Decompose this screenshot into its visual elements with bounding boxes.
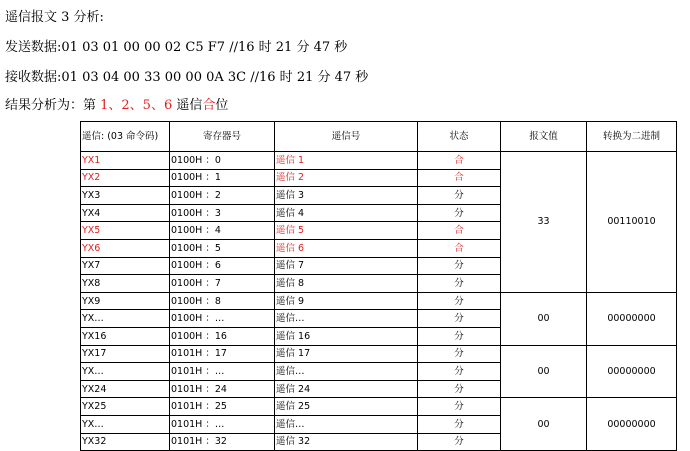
cell-register: 0100H ：5 <box>170 239 275 257</box>
cell-yx: YX25 <box>81 398 170 416</box>
table-row <box>81 152 677 170</box>
cell-register: 0100H ：3 <box>170 204 275 222</box>
cell-signal-name: 遥信 17 <box>275 345 418 363</box>
receive-data-value: 01 03 04 00 33 00 00 0A 3C //16 时 21 分 47 秒 <box>61 70 369 85</box>
cell-signal-name: 遥信 7 <box>275 257 418 275</box>
header-signal: 遥信号 <box>275 122 418 152</box>
receive-data-label: 接收数据: <box>5 70 62 85</box>
cell-yx: YX… <box>81 310 170 328</box>
cell-yx: YX4 <box>81 204 170 222</box>
cell-register: 0101H ：… <box>170 415 275 433</box>
header-yx: 遥信: (03 命令码) <box>81 122 170 152</box>
cell-register: 0100H ：16 <box>170 327 275 345</box>
cell-state: 分 <box>418 204 501 222</box>
result-suffix-a: 遥信 <box>172 98 203 113</box>
cell-register: 0100H ：2 <box>170 187 275 205</box>
cell-state: 合 <box>418 152 501 170</box>
cell-state: 分 <box>418 310 501 328</box>
cell-binary: 00110010 <box>587 152 677 293</box>
cell-register: 0101H ：17 <box>170 345 275 363</box>
cell-yx: YX3 <box>81 187 170 205</box>
cell-signal-name: 遥信 6 <box>275 239 418 257</box>
cell-state: 分 <box>418 292 501 310</box>
cell-yx: YX6 <box>81 239 170 257</box>
cell-register: 0100H ：6 <box>170 257 275 275</box>
result-prefix: 结果分析为：第 <box>5 98 101 113</box>
cell-yx: YX7 <box>81 257 170 275</box>
cell-register: 0100H ：1 <box>170 169 275 187</box>
cell-yx: YX2 <box>81 169 170 187</box>
cell-yx: YX16 <box>81 327 170 345</box>
result-suffix-c: 位 <box>215 98 229 113</box>
cell-binary: 00000000 <box>587 345 677 398</box>
cell-state: 分 <box>418 433 501 451</box>
cell-message-value: 00 <box>501 292 587 345</box>
result-line <box>5 98 228 114</box>
cell-state: 分 <box>418 398 501 416</box>
cell-register: 0100H ：8 <box>170 292 275 310</box>
cell-signal-name: 遥信… <box>275 363 418 381</box>
cell-state: 合 <box>418 222 501 240</box>
cell-signal-name: 遥信 4 <box>275 204 418 222</box>
cell-state: 分 <box>418 327 501 345</box>
cell-register: 0100H ：0 <box>170 152 275 170</box>
cell-message-value: 00 <box>501 398 587 451</box>
cell-register: 0100H ：4 <box>170 222 275 240</box>
cell-yx: YX32 <box>81 433 170 451</box>
cell-message-value: 00 <box>501 345 587 398</box>
cell-register: 0101H ：32 <box>170 433 275 451</box>
table-row <box>81 398 677 416</box>
cell-state: 分 <box>418 363 501 381</box>
cell-yx: YX1 <box>81 152 170 170</box>
result-suffix-b: 合 <box>202 98 216 113</box>
header-message-value: 报文值 <box>501 122 587 152</box>
cell-signal-name: 遥信 25 <box>275 398 418 416</box>
cell-signal-name: 遥信 16 <box>275 327 418 345</box>
cell-state: 合 <box>418 239 501 257</box>
header-state: 状态 <box>418 122 501 152</box>
cell-register: 0101H ：24 <box>170 380 275 398</box>
cell-state: 分 <box>418 415 501 433</box>
table-row <box>81 345 677 363</box>
cell-state: 分 <box>418 275 501 293</box>
cell-signal-name: 遥信 32 <box>275 433 418 451</box>
cell-yx: YX… <box>81 363 170 381</box>
table-row <box>81 292 677 310</box>
cell-binary: 00000000 <box>587 292 677 345</box>
send-data-value: 01 03 01 00 00 02 C5 F7 //16 时 21 分 47 秒 <box>61 40 348 55</box>
cell-signal-name: 遥信… <box>275 415 418 433</box>
cell-yx: YX5 <box>81 222 170 240</box>
send-data-line <box>5 40 347 56</box>
cell-signal-name: 遥信 2 <box>275 169 418 187</box>
cell-yx: YX9 <box>81 292 170 310</box>
receive-data-line <box>5 70 368 86</box>
cell-register: 0100H ：7 <box>170 275 275 293</box>
cell-signal-name: 遥信 1 <box>275 152 418 170</box>
cell-register: 0100H ：… <box>170 310 275 328</box>
cell-state: 分 <box>418 345 501 363</box>
cell-yx: YX24 <box>81 380 170 398</box>
cell-binary: 00000000 <box>587 398 677 451</box>
header-binary: 转换为二进制 <box>587 122 677 152</box>
cell-yx: YX… <box>81 415 170 433</box>
send-data-label: 发送数据: <box>5 40 62 55</box>
cell-state: 分 <box>418 257 501 275</box>
table-body <box>81 152 677 451</box>
cell-signal-name: 遥信 5 <box>275 222 418 240</box>
table-header-row <box>81 122 677 152</box>
cell-yx: YX17 <box>81 345 170 363</box>
cell-message-value: 33 <box>501 152 587 293</box>
cell-register: 0101H ：… <box>170 363 275 381</box>
telesignal-table <box>80 121 677 451</box>
cell-signal-name: 遥信 8 <box>275 275 418 293</box>
cell-yx: YX8 <box>81 275 170 293</box>
cell-signal-name: 遥信 9 <box>275 292 418 310</box>
cell-state: 分 <box>418 187 501 205</box>
cell-state: 合 <box>418 169 501 187</box>
cell-signal-name: 遥信 3 <box>275 187 418 205</box>
cell-signal-name: 遥信 24 <box>275 380 418 398</box>
result-numbers: 1、2、5、6 <box>100 98 173 113</box>
cell-signal-name: 遥信… <box>275 310 418 328</box>
header-register: 寄存器号 <box>170 122 275 152</box>
cell-register: 0101H ：25 <box>170 398 275 416</box>
cell-state: 分 <box>418 380 501 398</box>
section-heading: 遥信报文 3 分析: <box>5 10 104 25</box>
